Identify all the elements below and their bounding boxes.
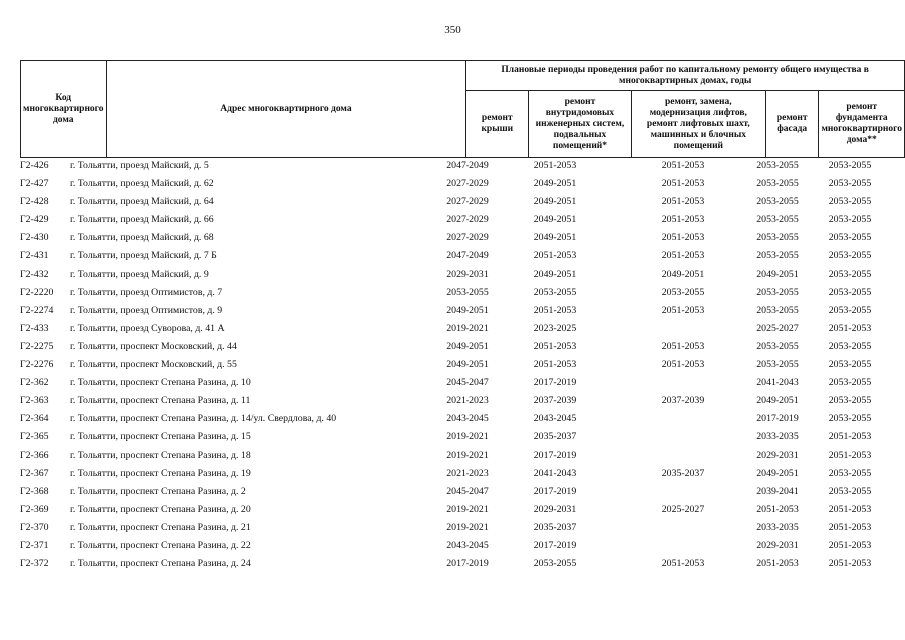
table-row <box>20 303 880 321</box>
header-roof: ремонт крыши <box>466 91 529 158</box>
table-row <box>20 556 880 574</box>
cell-foundation: 2053-2055 <box>828 160 872 171</box>
cell-lifts: 2037-2039 <box>661 395 705 407</box>
cell-lifts: 2051-2053 <box>661 250 705 262</box>
cell-lifts: 2051-2053 <box>661 359 705 371</box>
cell-facade: 2053-2055 <box>756 232 799 244</box>
cell-foundation: 2053-2055 <box>828 250 872 262</box>
cell-code: Г2-362 <box>20 377 49 389</box>
cell-facade: 2053-2055 <box>756 359 799 371</box>
cell-facade: 2017-2019 <box>756 413 799 425</box>
cell-roof: 2019-2021 <box>446 521 489 533</box>
cell-lifts: 2051-2053 <box>661 558 705 570</box>
cell-code: Г2-370 <box>20 521 49 533</box>
cell-lifts: 2025-2027 <box>661 503 705 515</box>
cell-foundation: 2051-2053 <box>828 558 872 570</box>
cell-systems: 2029-2031 <box>533 503 577 515</box>
table-row <box>20 230 880 248</box>
cell-foundation: 2053-2055 <box>828 467 872 479</box>
table-row <box>20 285 880 303</box>
cell-lifts: 2051-2053 <box>661 340 705 352</box>
cell-facade: 2053-2055 <box>756 250 799 262</box>
cell-address: г. Тольятти, проезд Майский, д. 5 <box>70 160 209 171</box>
cell-code: Г2-429 <box>20 214 49 226</box>
cell-roof: 2019-2021 <box>446 449 489 461</box>
cell-address: г. Тольятти, проезд Майский, д. 7 Б <box>70 250 217 262</box>
cell-roof: 2027-2029 <box>446 232 489 244</box>
cell-foundation: 2053-2055 <box>828 485 872 497</box>
cell-systems: 2043-2045 <box>533 413 577 425</box>
cell-systems: 2049-2051 <box>533 232 577 244</box>
cell-roof: 2019-2021 <box>446 431 489 443</box>
cell-roof: 2049-2051 <box>446 359 489 371</box>
cell-code: Г2-2274 <box>20 304 54 316</box>
cell-foundation: 2051-2053 <box>828 503 872 515</box>
cell-roof: 2029-2031 <box>446 268 489 280</box>
cell-systems: 2051-2053 <box>533 160 577 171</box>
cell-roof: 2053-2055 <box>446 286 489 298</box>
cell-address: г. Тольятти, проспект Степана Разина, д. 11 <box>70 395 251 407</box>
cell-lifts: 2051-2053 <box>661 304 705 316</box>
cell-systems: 2049-2051 <box>533 268 577 280</box>
cell-systems: 2037-2039 <box>533 395 577 407</box>
cell-systems: 2017-2019 <box>533 539 577 551</box>
cell-systems: 2035-2037 <box>533 521 577 533</box>
cell-address: г. Тольятти, проезд Оптимистов, д. 7 <box>70 286 223 298</box>
cell-roof: 2049-2051 <box>446 340 489 352</box>
cell-facade: 2051-2053 <box>756 503 799 515</box>
cell-roof: 2027-2029 <box>446 214 489 226</box>
cell-systems: 2049-2051 <box>533 214 577 226</box>
cell-systems: 2053-2055 <box>533 286 577 298</box>
cell-address: г. Тольятти, проспект Степана Разина, д. 10 <box>70 377 251 389</box>
cell-foundation: 2051-2053 <box>828 521 872 533</box>
table-row <box>20 321 880 339</box>
cell-foundation: 2051-2053 <box>828 431 872 443</box>
cell-facade: 2053-2055 <box>756 286 799 298</box>
cell-lifts: 2049-2051 <box>661 268 705 280</box>
cell-code: Г2-427 <box>20 178 49 190</box>
table-row <box>20 248 880 266</box>
cell-facade: 2053-2055 <box>756 340 799 352</box>
cell-code: Г2-426 <box>20 160 49 171</box>
cell-systems: 2049-2051 <box>533 178 577 190</box>
cell-facade: 2041-2043 <box>756 377 799 389</box>
cell-foundation: 2051-2053 <box>828 322 872 334</box>
cell-code: Г2-364 <box>20 413 49 425</box>
cell-code: Г2-363 <box>20 395 49 407</box>
table-row <box>20 448 880 466</box>
cell-address: г. Тольятти, проспект Степана Разина, д. 19 <box>70 467 251 479</box>
table-row <box>20 375 880 393</box>
cell-roof: 2047-2049 <box>446 250 489 262</box>
cell-code: Г2-430 <box>20 232 49 244</box>
table-row <box>20 212 880 230</box>
cell-systems: 2041-2043 <box>533 467 577 479</box>
cell-foundation: 2053-2055 <box>828 359 872 371</box>
cell-code: Г2-372 <box>20 558 49 570</box>
cell-systems: 2051-2053 <box>533 359 577 371</box>
cell-lifts: 2051-2053 <box>661 196 705 208</box>
table-row <box>20 194 880 212</box>
cell-facade: 2039-2041 <box>756 485 799 497</box>
cell-code: Г2-366 <box>20 449 49 461</box>
cell-systems: 2051-2053 <box>533 340 577 352</box>
cell-address: г. Тольятти, проезд Майский, д. 62 <box>70 178 214 190</box>
table-header <box>20 60 905 158</box>
cell-code: Г2-431 <box>20 250 49 262</box>
cell-facade: 2053-2055 <box>756 196 799 208</box>
table-row <box>20 158 880 176</box>
cell-facade: 2049-2051 <box>756 395 799 407</box>
table-row <box>20 484 880 502</box>
cell-systems: 2017-2019 <box>533 377 577 389</box>
cell-lifts: 2051-2053 <box>661 160 705 171</box>
cell-facade: 2053-2055 <box>756 214 799 226</box>
cell-address: г. Тольятти, проезд Майский, д. 68 <box>70 232 214 244</box>
cell-foundation: 2053-2055 <box>828 178 872 190</box>
cell-address: г. Тольятти, проезд Майский, д. 64 <box>70 196 214 208</box>
table-row <box>20 411 880 429</box>
cell-code: Г2-433 <box>20 322 49 334</box>
cell-address: г. Тольятти, проспект Степана Разина, д. 15 <box>70 431 251 443</box>
cell-address: г. Тольятти, проезд Майский, д. 66 <box>70 214 214 226</box>
cell-code: Г2-368 <box>20 485 49 497</box>
table-row <box>20 393 880 411</box>
cell-roof: 2019-2021 <box>446 322 489 334</box>
cell-address: г. Тольятти, проспект Степана Разина, д. 24 <box>70 558 251 570</box>
cell-roof: 2045-2047 <box>446 485 489 497</box>
cell-address: г. Тольятти, проезд Суворова, д. 41 А <box>70 322 225 334</box>
cell-lifts: 2051-2053 <box>661 214 705 226</box>
cell-code: Г2-2276 <box>20 359 54 371</box>
table-row <box>20 267 880 285</box>
cell-facade: 2029-2031 <box>756 539 799 551</box>
cell-facade: 2053-2055 <box>756 304 799 316</box>
cell-systems: 2049-2051 <box>533 196 577 208</box>
cell-foundation: 2051-2053 <box>828 449 872 461</box>
table-row <box>20 429 880 447</box>
cell-code: Г2-367 <box>20 467 49 479</box>
cell-address: г. Тольятти, проспект Степана Разина, д. 18 <box>70 449 251 461</box>
cell-address: г. Тольятти, проспект Степана Разина, д. 14/ул. Свердлова, д. 40 <box>70 413 337 425</box>
cell-roof: 2021-2023 <box>446 467 489 479</box>
cell-foundation: 2053-2055 <box>828 304 872 316</box>
cell-facade: 2033-2035 <box>756 431 799 443</box>
table-body <box>20 158 880 574</box>
cell-code: Г2-432 <box>20 268 49 280</box>
cell-facade: 2049-2051 <box>756 467 799 479</box>
header-code: Код многоквартирного дома <box>21 61 107 158</box>
header-foundation: ремонт фундамента многоквартирного дома** <box>819 91 905 158</box>
cell-foundation: 2051-2053 <box>828 539 872 551</box>
cell-roof: 2045-2047 <box>446 377 489 389</box>
cell-foundation: 2053-2055 <box>828 286 872 298</box>
cell-facade: 2053-2055 <box>756 160 799 171</box>
cell-foundation: 2053-2055 <box>828 232 872 244</box>
cell-address: г. Тольятти, проезд Оптимистов, д. 9 <box>70 304 223 316</box>
table-row <box>20 538 880 556</box>
cell-code: Г2-2275 <box>20 340 54 352</box>
cell-foundation: 2053-2055 <box>828 395 872 407</box>
table-row <box>20 339 880 357</box>
header-systems: ремонт внутридомовых инженерных систем, подвальных помещений* <box>529 91 632 158</box>
header-lifts: ремонт, замена, модернизация лифтов, ремонт лифтовых шахт, машинных и блочных помещений <box>631 91 765 158</box>
cell-lifts: 2051-2053 <box>661 178 705 190</box>
cell-lifts: 2053-2055 <box>661 286 705 298</box>
cell-roof: 2027-2029 <box>446 178 489 190</box>
cell-lifts: 2051-2053 <box>661 232 705 244</box>
cell-roof: 2043-2045 <box>446 413 489 425</box>
table-row <box>20 466 880 484</box>
cell-facade: 2033-2035 <box>756 521 799 533</box>
cell-foundation: 2053-2055 <box>828 196 872 208</box>
cell-address: г. Тольятти, проспект Степана Разина, д. 22 <box>70 539 251 551</box>
header-facade: ремонт фасада <box>765 91 819 158</box>
cell-facade: 2051-2053 <box>756 558 799 570</box>
table-row <box>20 357 880 375</box>
cell-roof: 2017-2019 <box>446 558 489 570</box>
table-row <box>20 520 880 538</box>
cell-foundation: 2053-2055 <box>828 377 872 389</box>
cell-code: Г2-2220 <box>20 286 54 298</box>
header-address: Адрес многоквартирного дома <box>106 61 466 158</box>
cell-address: г. Тольятти, проспект Московский, д. 55 <box>70 359 237 371</box>
cell-roof: 2027-2029 <box>446 196 489 208</box>
cell-address: г. Тольятти, проспект Степана Разина, д. 20 <box>70 503 251 515</box>
cell-systems: 2051-2053 <box>533 304 577 316</box>
cell-systems: 2017-2019 <box>533 485 577 497</box>
cell-facade: 2049-2051 <box>756 268 799 280</box>
cell-address: г. Тольятти, проезд Майский, д. 9 <box>70 268 209 280</box>
cell-code: Г2-428 <box>20 196 49 208</box>
cell-address: г. Тольятти, проспект Степана Разина, д. 2 <box>70 485 246 497</box>
cell-roof: 2043-2045 <box>446 539 489 551</box>
cell-systems: 2023-2025 <box>533 322 577 334</box>
cell-address: г. Тольятти, проспект Московский, д. 44 <box>70 340 237 352</box>
cell-roof: 2049-2051 <box>446 304 489 316</box>
cell-foundation: 2053-2055 <box>828 413 872 425</box>
cell-foundation: 2053-2055 <box>828 340 872 352</box>
cell-facade: 2053-2055 <box>756 178 799 190</box>
table-row <box>20 502 880 520</box>
cell-foundation: 2053-2055 <box>828 214 872 226</box>
cell-facade: 2025-2027 <box>756 322 799 334</box>
cell-foundation: 2053-2055 <box>828 268 872 280</box>
cell-systems: 2035-2037 <box>533 431 577 443</box>
page-number: 350 <box>444 24 461 36</box>
cell-lifts: 2035-2037 <box>661 467 705 479</box>
cell-code: Г2-365 <box>20 431 49 443</box>
cell-code: Г2-369 <box>20 503 49 515</box>
table-row <box>20 176 880 194</box>
cell-facade: 2029-2031 <box>756 449 799 461</box>
cell-systems: 2053-2055 <box>533 558 577 570</box>
cell-systems: 2017-2019 <box>533 449 577 461</box>
cell-roof: 2047-2049 <box>446 160 489 171</box>
cell-address: г. Тольятти, проспект Степана Разина, д. 21 <box>70 521 251 533</box>
cell-code: Г2-371 <box>20 539 49 551</box>
cell-roof: 2021-2023 <box>446 395 489 407</box>
cell-roof: 2019-2021 <box>446 503 489 515</box>
header-periods: Плановые периоды проведения работ по капитальному ремонту общего имущества в многоквартирных домах, годы <box>466 61 905 91</box>
cell-systems: 2051-2053 <box>533 250 577 262</box>
